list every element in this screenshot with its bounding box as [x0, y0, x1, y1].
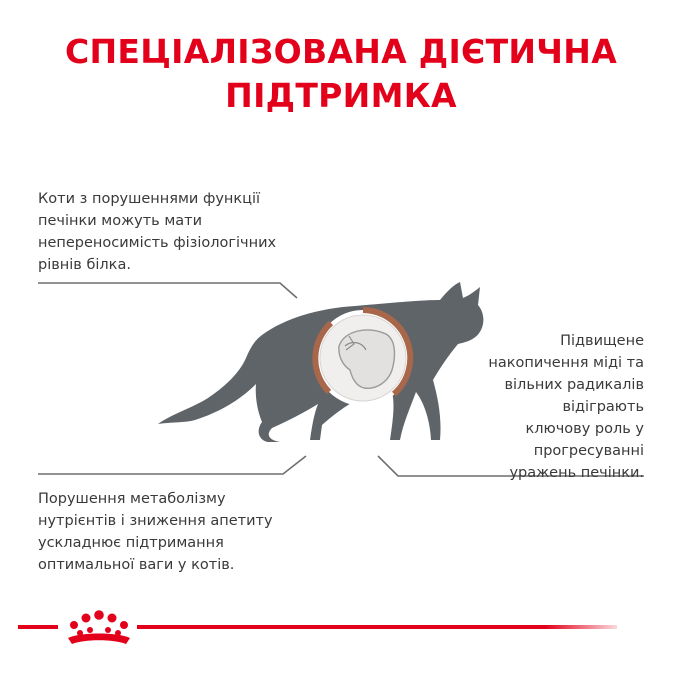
callout-right-line: накопичення міді та [488, 355, 644, 371]
callout-top-left-line: неперeносимість фізіологічних [38, 235, 277, 251]
callout-right [488, 330, 644, 484]
callout-bottom-left-line: нутрієнтів і зниження апетиту [38, 513, 273, 529]
brand-line-left [18, 625, 58, 629]
callout-line-top-left [38, 283, 297, 298]
callout-top-left-line: Коти з порушеннями функції [38, 191, 261, 207]
brand-line-right [137, 625, 617, 629]
callout-bottom-left-line: ускладнює підтримання [38, 535, 224, 551]
callout-right-line: вільних радикалів [504, 377, 644, 393]
callout-right-line: відіграють [562, 399, 644, 415]
callout-bottom-left-line: оптимальної ваги у котів. [38, 557, 235, 573]
callout-top-left [38, 188, 276, 276]
title-line-2: ПІДТРИМКА [225, 76, 457, 115]
callout-line-bottom-left [38, 456, 306, 474]
liver-icon [315, 310, 411, 406]
callout-right-line: уражень печінки. [509, 465, 644, 481]
callout-top-left-line: печінки можуть мати [38, 213, 203, 229]
callout-right-line: ключову роль у [525, 421, 644, 437]
callout-right-line: прогресуванні [533, 443, 644, 459]
callout-right-line: Підвищене [560, 333, 644, 349]
royal-canin-crown-logo-icon [62, 608, 134, 650]
callout-bottom-left [38, 488, 273, 576]
callout-bottom-left-line: Порушення метаболізму [38, 491, 226, 507]
title-line-1: СПЕЦІАЛІЗОВАНА ДІЄТИЧНА [64, 32, 618, 71]
callout-top-left-line: рівнів білка. [38, 257, 131, 273]
